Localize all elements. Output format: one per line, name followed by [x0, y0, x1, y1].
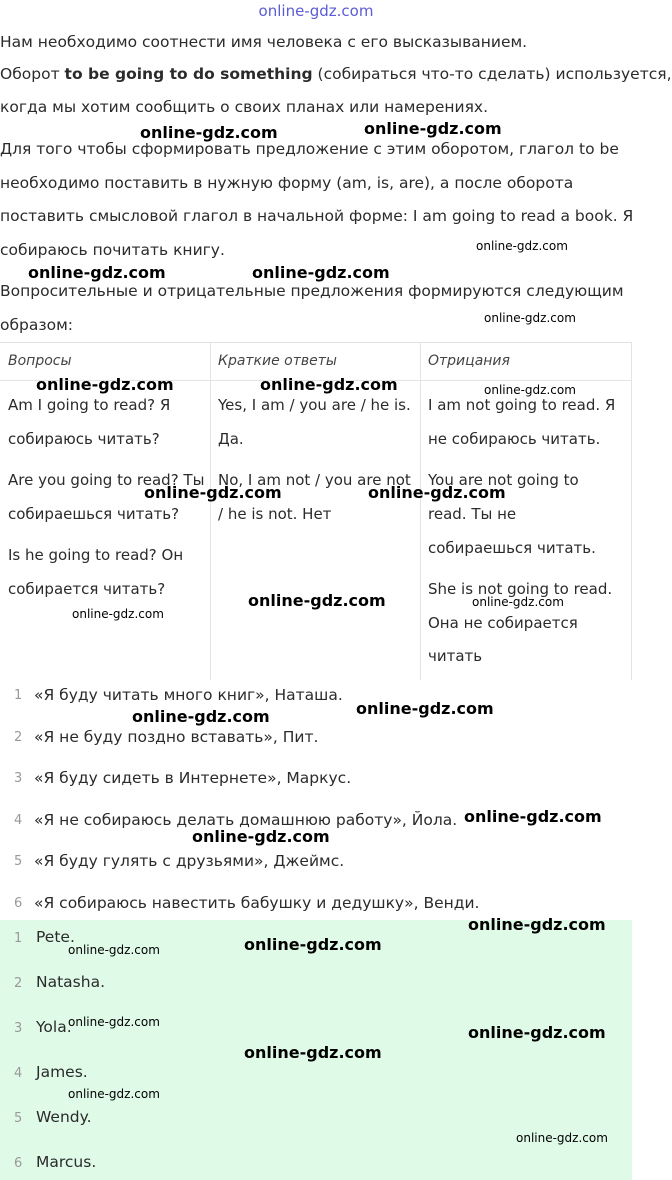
list-item: «Я буду сидеть в Интернете», Маркус.: [34, 769, 352, 787]
watermark: online-gdz.com: [468, 915, 606, 934]
list-number: 4: [14, 813, 23, 828]
list-item: «Я буду читать много книг», Наташа.: [34, 686, 343, 704]
intro-line-9: образом:: [0, 316, 74, 334]
list-item: «Я буду гулять с друзьями», Джеймс.: [34, 852, 345, 870]
table-header: Отрицания: [428, 353, 510, 369]
watermark: online-gdz.com: [36, 375, 174, 394]
answer-item: Pete.: [36, 928, 75, 946]
table-cell: Are you going to read? Ты: [8, 471, 205, 489]
answer-number: 1: [14, 931, 23, 946]
watermark: online-gdz.com: [516, 1131, 608, 1145]
table-cell: read. Ты не: [428, 505, 517, 523]
watermark: online-gdz.com: [260, 375, 398, 394]
watermark: online-gdz.com: [68, 943, 160, 957]
intro-line-2-post: (собираться что-то сделать) используется,: [312, 65, 672, 83]
answer-number: 2: [14, 976, 23, 991]
list-item: «Я не буду поздно вставать», Пит.: [34, 728, 319, 746]
list-number: 1: [14, 688, 23, 703]
watermark: online-gdz.com: [68, 1015, 160, 1029]
table-cell: You are not going to: [428, 471, 579, 489]
table-header: Вопросы: [8, 353, 72, 369]
table-cell: собираешься читать.: [428, 539, 596, 557]
table-cell: Am I going to read? Я: [8, 396, 171, 414]
answer-item: James.: [36, 1063, 88, 1081]
table-cell: No, I am not / you are not: [218, 471, 411, 489]
table-cell: She is not going to read.: [428, 580, 613, 598]
answer-item: Marcus.: [36, 1153, 97, 1171]
watermark: online-gdz.com: [252, 263, 390, 282]
intro-line-4: Для того чтобы сформировать предложение с этим оборотом, глагол to be: [0, 140, 619, 158]
answer-item: Wendy.: [36, 1108, 92, 1126]
table-cell: собираюсь читать?: [8, 430, 160, 448]
watermark: online-gdz.com: [248, 591, 386, 610]
table-cell: не собираюсь читать.: [428, 430, 601, 448]
answer-number: 5: [14, 1111, 23, 1126]
intro-line-1: Нам необходимо соотнести имя человека с его высказыванием.: [0, 33, 528, 51]
table-cell: I am not going to read. Я: [428, 396, 616, 414]
watermark: online-gdz.com: [244, 1043, 382, 1062]
table-cell: Is he going to read? Он: [8, 546, 184, 564]
watermark: online-gdz.com: [144, 483, 282, 502]
watermark: online-gdz.com: [132, 707, 270, 726]
watermark: online-gdz.com: [472, 595, 564, 609]
watermark: online-gdz.com: [68, 1087, 160, 1101]
watermark-top: online-gdz.com: [258, 2, 374, 20]
list-item: «Я не собираюсь делать домашнюю работу», Йола.: [34, 811, 458, 829]
intro-line-2-bold: to be going to do something: [64, 65, 313, 83]
watermark: online-gdz.com: [140, 123, 278, 142]
table-cell: читать: [428, 647, 483, 665]
watermark: online-gdz.com: [484, 383, 576, 397]
intro-line-2: [0, 64, 672, 84]
watermark: online-gdz.com: [192, 827, 330, 846]
watermark: online-gdz.com: [356, 699, 494, 718]
watermark: online-gdz.com: [368, 483, 506, 502]
list-number: 6: [14, 896, 23, 911]
answer-item: Yola.: [36, 1018, 72, 1036]
watermark: online-gdz.com: [476, 239, 568, 253]
table-cell: Yes, I am / you are / he is.: [218, 396, 411, 414]
answer-number: 3: [14, 1021, 23, 1036]
answer-number: 6: [14, 1156, 23, 1171]
table-cell: Да.: [218, 430, 244, 448]
watermark: online-gdz.com: [244, 935, 382, 954]
answer-number: 4: [14, 1066, 23, 1081]
intro-line-8: Вопросительные и отрицательные предложения формируются следующим: [0, 282, 624, 300]
intro-line-3: когда мы хотим сообщить о своих планах или намерениях.: [0, 98, 489, 116]
watermark: online-gdz.com: [484, 311, 576, 325]
watermark: online-gdz.com: [28, 263, 166, 282]
list-number: 2: [14, 730, 23, 745]
intro-line-7: собираюсь почитать книгу.: [0, 241, 225, 259]
intro-line-2-pre: Оборот: [0, 65, 65, 83]
watermark: online-gdz.com: [364, 119, 502, 138]
intro-line-5: необходимо поставить в нужную форму (am, is, are), а после оборота: [0, 174, 574, 192]
watermark: online-gdz.com: [468, 1023, 606, 1042]
table-cell: собираешься читать?: [8, 505, 180, 523]
table-cell: собирается читать?: [8, 580, 166, 598]
watermark: online-gdz.com: [464, 807, 602, 826]
table-cell: / he is not. Нет: [218, 505, 332, 523]
watermark: online-gdz.com: [72, 607, 164, 621]
table-header: Краткие ответы: [218, 353, 337, 369]
intro-line-6: поставить смысловой глагол в начальной форме: I am going to read a book. Я: [0, 207, 634, 225]
list-item: «Я собираюсь навестить бабушку и дедушку», Венди.: [34, 894, 480, 912]
list-number: 3: [14, 771, 23, 786]
table-cell: Она не собирается: [428, 614, 578, 632]
answer-item: Natasha.: [36, 973, 105, 991]
list-number: 5: [14, 854, 23, 869]
